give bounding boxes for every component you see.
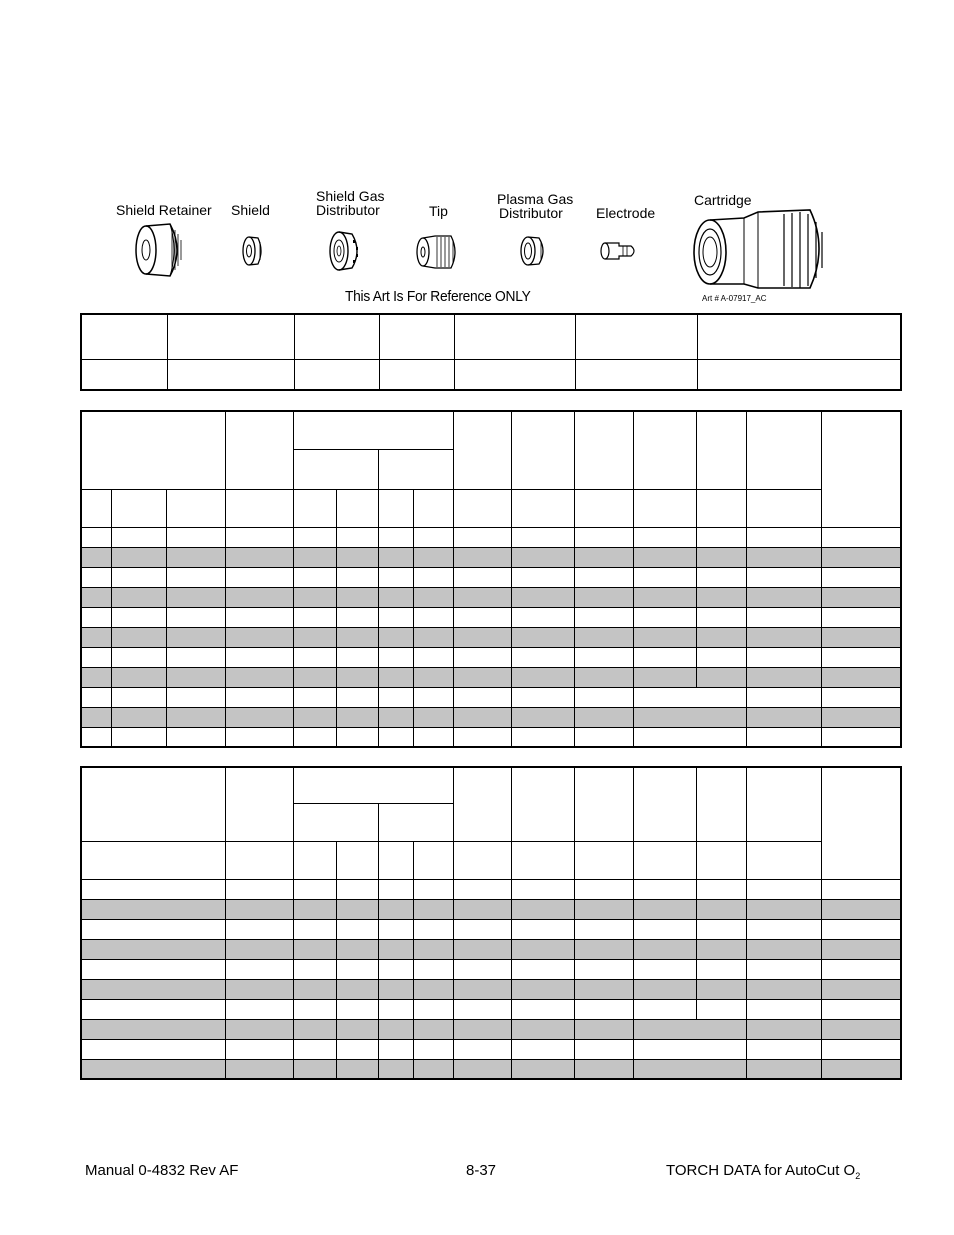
table-cell [454, 314, 575, 359]
manual-number: Manual 0-4832 Rev AF [85, 1162, 239, 1179]
table-cell [697, 359, 901, 390]
header-cell [293, 411, 453, 449]
header-cell [511, 489, 574, 527]
table-row [81, 879, 901, 899]
table-row [81, 959, 901, 979]
header-cell [378, 841, 413, 879]
electrode-illustration [599, 238, 643, 264]
header-cell [511, 767, 574, 841]
header-cell [821, 767, 901, 879]
header-cell [336, 489, 378, 527]
table-row [81, 707, 901, 727]
shield-retainer-label: Shield Retainer [116, 202, 212, 218]
table-row [81, 939, 901, 959]
table-row [81, 647, 901, 667]
header-cell [696, 411, 746, 489]
table-cell [167, 314, 294, 359]
header-cell [225, 841, 293, 879]
table-cell [294, 359, 379, 390]
header-cell [293, 767, 453, 803]
reference-note: This Art Is For Reference ONLY [345, 288, 531, 305]
header-cell [746, 767, 821, 841]
header-cell [633, 841, 696, 879]
consumables-table [80, 313, 902, 391]
shield-retainer-illustration [130, 220, 186, 280]
cut-chart-table-2 [80, 766, 902, 1080]
table-row [81, 687, 901, 707]
table-cell [454, 359, 575, 390]
table-row [81, 1039, 901, 1059]
header-cell [225, 411, 293, 489]
header-cell [166, 489, 225, 527]
header-cell [293, 803, 378, 841]
table-row [81, 1019, 901, 1039]
table-row [81, 999, 901, 1019]
shield-gas-distributor-label-line1: Shield Gas [316, 188, 385, 204]
table-cell [81, 359, 167, 390]
header-cell [225, 489, 293, 527]
art-number: Art # A-07917_AC [702, 294, 767, 303]
header-cell [633, 489, 696, 527]
footer-title-text: TORCH DATA for AutoCut O [666, 1162, 856, 1179]
table-cell [697, 314, 901, 359]
header-cell [413, 489, 453, 527]
header-cell [378, 449, 453, 489]
table-cell [379, 359, 454, 390]
table-cell [575, 314, 697, 359]
header-cell [633, 411, 696, 489]
header-cell [746, 489, 821, 527]
header-cell [111, 489, 166, 527]
table-row [81, 527, 901, 547]
table-cell [167, 359, 294, 390]
header-cell [511, 841, 574, 879]
shield-label: Shield [231, 202, 270, 218]
header-cell [81, 489, 111, 527]
footer-title-subscript: 2 [855, 1171, 861, 1181]
table-row [81, 1059, 901, 1079]
header-cell [574, 841, 633, 879]
cut-chart-table-1 [80, 410, 902, 748]
table-row [81, 567, 901, 587]
header-cell [293, 841, 336, 879]
header-cell [453, 767, 511, 841]
header-cell [413, 841, 453, 879]
header-cell [81, 841, 225, 879]
header-cell [574, 489, 633, 527]
shield-illustration [240, 234, 266, 268]
header-cell [574, 767, 633, 841]
header-cell [378, 489, 413, 527]
header-cell [746, 411, 821, 489]
footer-title [666, 1162, 860, 1181]
table-row [81, 899, 901, 919]
plasma-gas-distributor-label-line2: Distributor [499, 205, 563, 221]
table-row [81, 667, 901, 687]
table-row [81, 607, 901, 627]
table-row [81, 587, 901, 607]
header-cell [378, 803, 453, 841]
header-cell [696, 767, 746, 841]
plasma-gas-distributor-illustration [517, 234, 549, 268]
tip-illustration [413, 232, 461, 272]
header-cell [633, 767, 696, 841]
header-cell [696, 489, 746, 527]
table-row [81, 627, 901, 647]
table-cell [81, 314, 167, 359]
table-cell [294, 314, 379, 359]
header-cell [81, 767, 225, 841]
table-row [81, 979, 901, 999]
header-cell [453, 841, 511, 879]
header-cell [81, 411, 225, 489]
cartridge-illustration [688, 208, 832, 290]
header-cell [453, 489, 511, 527]
header-cell [574, 411, 633, 489]
header-cell [225, 767, 293, 841]
cartridge-label: Cartridge [694, 192, 752, 208]
header-cell [696, 841, 746, 879]
electrode-label: Electrode [596, 205, 656, 221]
shield-gas-distributor-label-line2: Distributor [316, 202, 380, 218]
table-cell [379, 314, 454, 359]
header-cell [453, 411, 511, 489]
plasma-gas-distributor-label-line1: Plasma Gas [497, 191, 574, 207]
table-cell [575, 359, 697, 390]
header-cell [746, 841, 821, 879]
table-row [81, 727, 901, 747]
shield-gas-distributor-illustration [326, 228, 364, 274]
table-row [81, 547, 901, 567]
header-cell [821, 411, 901, 527]
header-cell [336, 841, 378, 879]
header-cell [293, 449, 378, 489]
table-row [81, 919, 901, 939]
header-cell [511, 411, 574, 489]
tip-label: Tip [429, 203, 448, 219]
header-cell [293, 489, 336, 527]
page-number: 8-37 [466, 1162, 497, 1179]
